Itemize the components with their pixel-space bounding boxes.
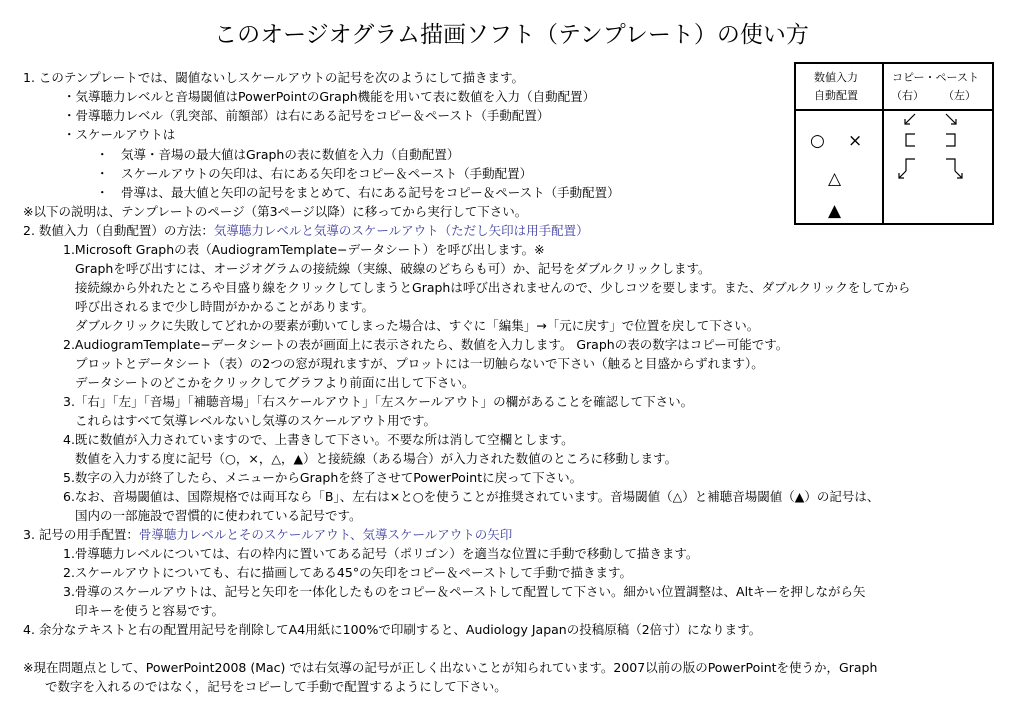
palette-header-auto-1: 数値入力 <box>814 71 858 84</box>
section-2-highlight: 気導聴力レベルと気導のスケールアウト（ただし矢印は用手配置） <box>213 223 589 238</box>
circle-symbol[interactable]: ○ <box>810 131 825 151</box>
text-line-s1-scaleout: ・スケールアウトは <box>63 127 176 142</box>
text-line-s3-2: 2.スケールアウトについても、右に描画してある45°の矢印をコピー＆ペーストして手動で描きます。 <box>63 565 632 580</box>
text-line-s2-1a: Graphを呼び出すには、オージオグラムの接続線（実線、破線のどちらも可）か、記号をダブルクリックします。 <box>75 261 711 276</box>
text-line-footer-2: で数字を入れるのではなく，記号をコピーして手動で配置するようにして下さい。 <box>45 679 507 694</box>
bone-right-bracket-icon[interactable] <box>906 134 915 146</box>
text-line-s2-2: 2.AudiogramTemplate−データシートの表が画面上に表示されたら、数値を入力します。 Graphの表の数字はコピー可能です。 <box>63 337 789 352</box>
section-2-heading <box>23 223 589 239</box>
text-line-s2-2a: プロットとデータシート（表）の2つの窓が現れますが、プロットには一切触らないで下さい（触ると目盛からずれます）。 <box>75 356 764 371</box>
bone-conduction-symbols <box>884 111 994 221</box>
text-line-s1-intro: 1. このテンプレートでは、閾値ないしスケールアウトの記号を次のようにして描きます。 <box>23 70 525 85</box>
text-line-s1-scaleout-arrow: ・ スケールアウトの矢印は、右にある矢印をコピー＆ペースト（手動配置） <box>96 166 533 181</box>
symbol-palette <box>794 62 994 225</box>
text-line-s2-4a: 数値を入力する度に記号（○，×，△，▲）と接続線（ある場合）が入力された数値のところに移動します。 <box>75 451 678 466</box>
text-line-s3-3a: 印キーを使うと容易です。 <box>75 603 225 618</box>
text-line-s2-6: 6.なお、音場閾値は、国際規格では両耳なら「B」、左右は×と○を使うことが推奨されています。音場閾値（△）と補聴音場閾値（▲）の記号は、 <box>63 489 880 504</box>
text-line-footer-1: ※現在問題点として、PowerPoint2008 (Mac) では右気導の記号が正しく出ないことが知られています。2007以前の版のPowerPointを使うか，Graph <box>23 660 878 675</box>
bone-right-scaleout-icon[interactable] <box>899 159 915 178</box>
text-line-s2-2b: データシートのどこかをクリックしてグラフより前面に出して下さい。 <box>75 375 475 390</box>
text-line-s1-bone: ・骨導聴力レベル（乳突部、前額部）は右にある記号をコピー＆ペースト（手動配置） <box>63 108 550 123</box>
section-3-heading <box>23 527 512 543</box>
bone-left-bracket-icon[interactable] <box>946 134 955 146</box>
text-line-s2-1: 1.Microsoft Graphの表（AudiogramTemplate−データシート）を呼び出します。※ <box>63 242 545 257</box>
bone-left-scaleout-icon[interactable] <box>946 159 962 178</box>
text-line-s4: 4. 余分なテキストと右の配置用記号を削除してA4用紙に100%で印刷すると、Audiology Japanの投稿原稿（2倍寸）になります。 <box>23 622 762 637</box>
text-line-s2-1d: ダブルクリックに失敗してどれかの要素が動いてしまった場合は、すぐに「編集」→「元に戻す」で位置を戻して下さい。 <box>75 318 760 333</box>
text-line-s3-1: 1.骨導聴力レベルについては、右の枠内に置いてある記号（ポリゴン）を適当な位置に手動で移動して描きます。 <box>63 546 699 561</box>
palette-header-auto-2: 自動配置 <box>814 89 858 102</box>
text-line-s1-air: ・気導聴力レベルと音場閾値はPowerPointのGraph機能を用いて表に数値を入力（自動配置） <box>63 89 596 104</box>
text-line-s3-3: 3.骨導のスケールアウトは、記号と矢印を一体化したものをコピー＆ペーストして配置して下さい。細かい位置調整は、Altキーを押しながら矢 <box>63 584 866 599</box>
section-2-label: 2. 数値入力（自動配置）の方法： <box>23 223 214 238</box>
text-line-s2-4: 4.既に数値が入力されていますので、上書きして下さい。不要な所は消して空欄とします。 <box>63 432 574 447</box>
text-line-s2-1c: 呼び出されるまで少し時間がかかることがあります。 <box>75 299 375 314</box>
page-title: このオージオグラム描画ソフト（テンプレート）の使い方 <box>214 22 809 48</box>
text-line-s1-scaleout-max: ・ 気導・音場の最大値はGraphの表に数値を入力（自動配置） <box>96 147 460 162</box>
text-line-s2-3: 3.「右」「左」「音場」「補聴音場」「右スケールアウト」「左スケールアウト」の欄があることを確認して下さい。 <box>63 394 694 409</box>
section-3-label: 3. 記号の用手配置： <box>23 527 139 542</box>
palette-header-copy: コピー・ペースト <box>892 71 980 84</box>
arrow-down-left-icon[interactable] <box>905 114 915 124</box>
arrow-down-right-icon[interactable] <box>946 114 956 124</box>
cross-symbol[interactable]: × <box>848 131 863 151</box>
palette-header-right: （右） <box>891 89 924 102</box>
filled-triangle-symbol[interactable]: ▲ <box>828 201 842 221</box>
text-line-s2-3a: これらはすべて気導レベルないし気導のスケールアウト用です。 <box>75 413 437 428</box>
section-3-highlight: 骨導聴力レベルとそのスケールアウト、気導スケールアウトの矢印 <box>138 527 513 542</box>
text-line-s2-6a: 国内の一部施設で習慣的に使われている記号です。 <box>75 508 362 523</box>
text-line-s2-5: 5.数字の入力が終了したら、メニューからGraphを終了させてPowerPointに戻って下さい。 <box>63 470 583 485</box>
text-line-s1-scaleout-bone: ・ 骨導は、最大値と矢印の記号をまとめて、右にある記号をコピー＆ペースト（手動配置） <box>96 185 620 200</box>
text-line-note: ※以下の説明は、テンプレートのページ（第3ページ以降）に移ってから実行して下さい。 <box>23 204 528 219</box>
text-line-s2-1b: 接続線から外れたところや目盛り線をクリックしてしまうとGraphは呼び出されませんので、少しコツを要します。また、ダブルクリックをしてから <box>75 280 911 295</box>
palette-header-left: （左） <box>943 89 976 102</box>
triangle-symbol[interactable]: △ <box>828 169 842 189</box>
